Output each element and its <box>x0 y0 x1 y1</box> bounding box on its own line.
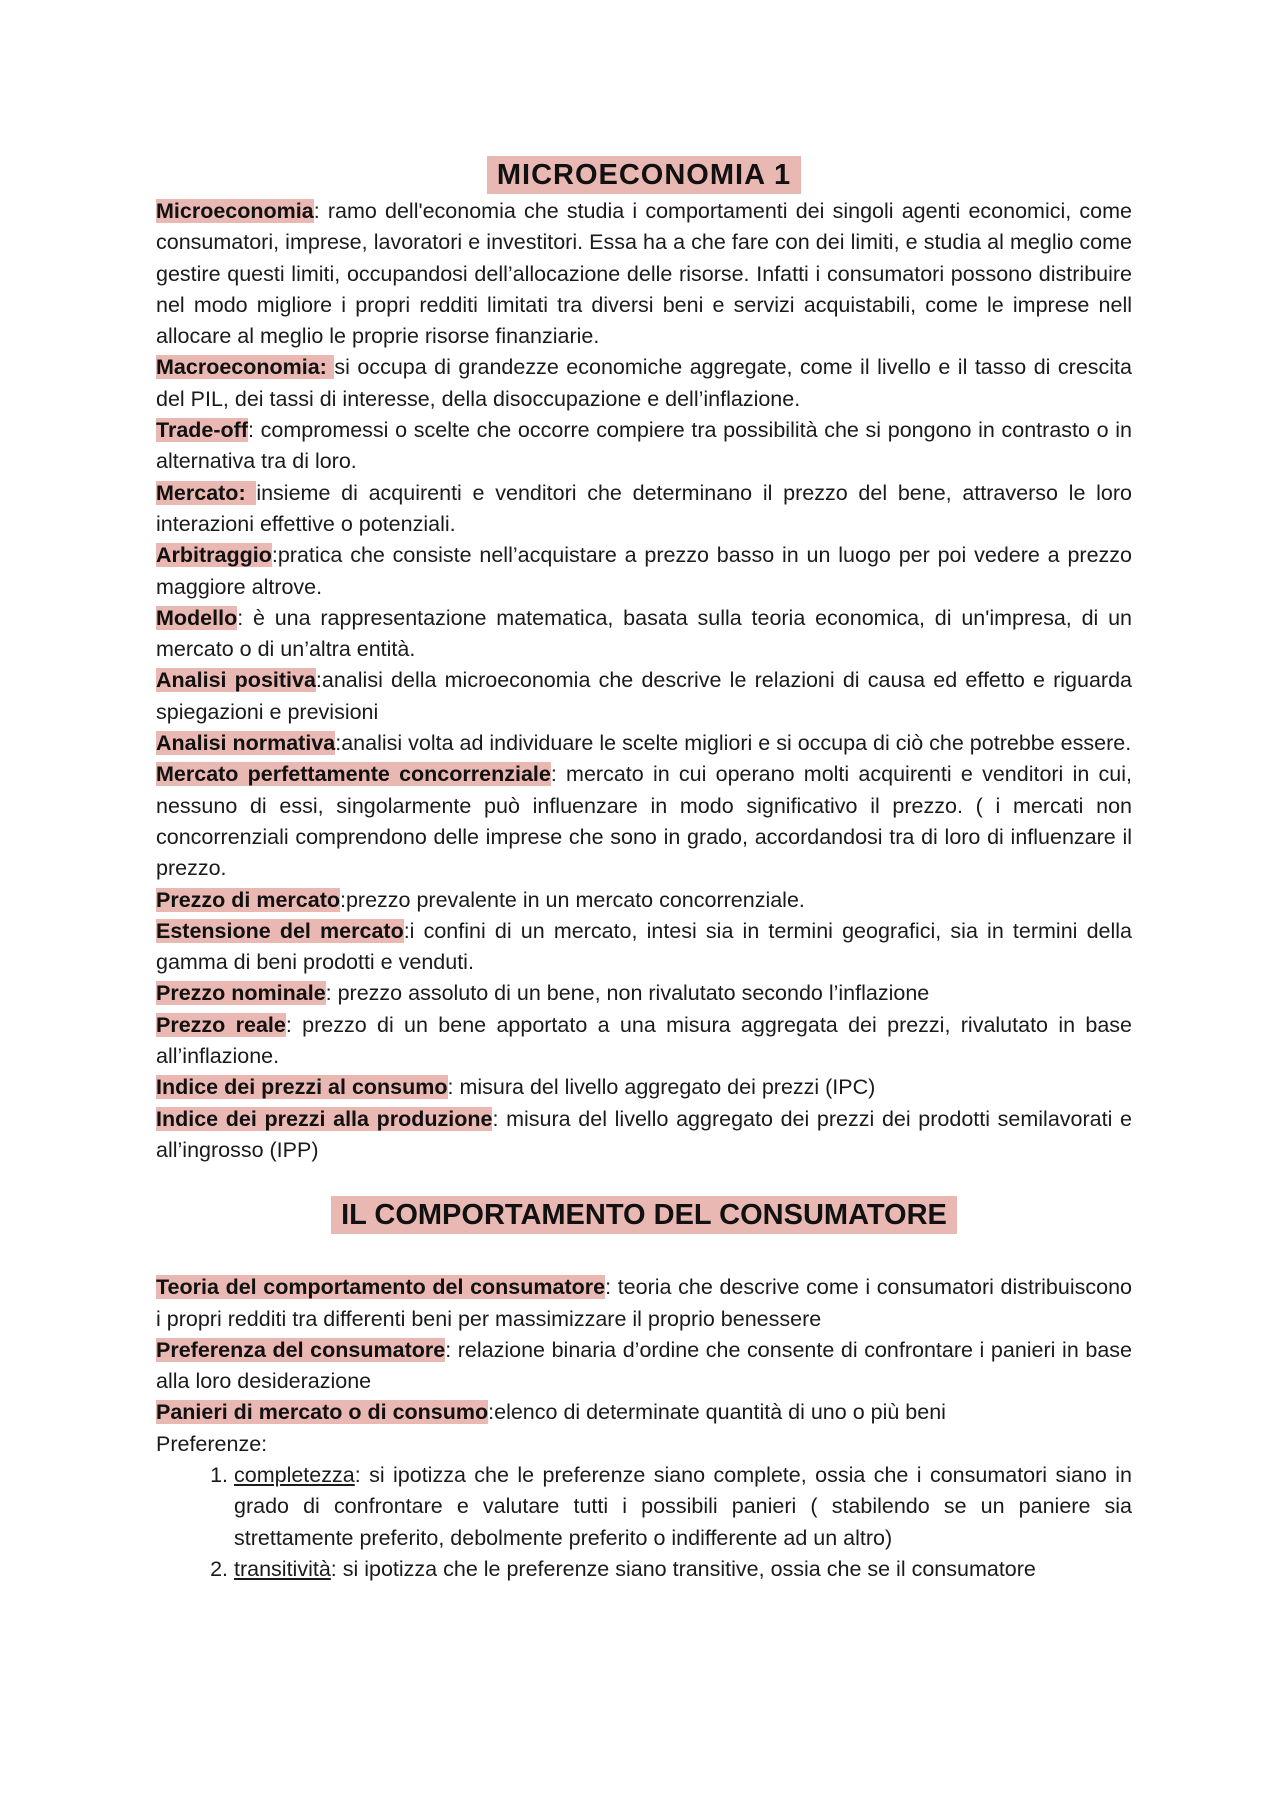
list-item <box>234 1460 1132 1554</box>
definition-text: : relazione binaria d’ordine che consente di confrontare i panieri in base alla loro desiderazione <box>156 1337 1132 1394</box>
definition-term: Prezzo di mercato <box>156 887 340 912</box>
definition-term: Mercato: <box>156 480 257 505</box>
preferences-list <box>156 1460 1132 1585</box>
definition-term: Teoria del comportamento del consumatore <box>156 1275 606 1300</box>
section-title-wrap <box>156 1196 1132 1236</box>
definition-term: Analisi normativa <box>156 731 336 756</box>
title-wrap <box>156 156 1132 196</box>
definition-paragraph <box>156 415 1132 478</box>
definition-text: : è una rappresentazione matematica, basata sulla teoria economica, di un'impresa, di un mercato o di un’altra entità. <box>156 605 1132 662</box>
definitions-section-2 <box>156 1272 1132 1428</box>
definition-paragraph <box>156 728 1132 759</box>
definition-term: Estensione del mercato <box>156 918 404 943</box>
definition-paragraph <box>156 196 1132 352</box>
definition-paragraph <box>156 759 1132 884</box>
definition-term: Modello <box>156 605 238 630</box>
definition-term: Trade-off <box>156 418 248 443</box>
definition-paragraph <box>156 1072 1132 1103</box>
list-item-text: : si ipotizza che le preferenze siano complete, ossia che i consumatori siano in grado di confrontare e valutare tutti i possibili panieri ( stabilendo se un paniere sia strettamente preferito, debolmente preferito o indifferente ad un altro) <box>234 1462 1132 1550</box>
definition-term: Indice dei prezzi al consumo <box>156 1075 448 1100</box>
list-item-term: transitività <box>234 1556 331 1581</box>
definition-text: :prezzo prevalente in un mercato concorrenziale. <box>340 887 805 912</box>
definition-paragraph <box>156 1104 1132 1167</box>
definition-paragraph <box>156 916 1132 979</box>
definition-text: : misura del livello aggregato dei prezzi dei prodotti semilavorati e all’ingrosso (IPP) <box>156 1106 1132 1162</box>
definition-paragraph <box>156 540 1132 603</box>
definition-text: : prezzo di un bene apportato a una misura aggregata dei prezzi, rivalutato in base all’inflazione. <box>156 1012 1133 1069</box>
definition-text: insieme di acquirenti e venditori che determinano il prezzo del bene, attraverso le loro interazioni effettive o potenziali. <box>156 480 1132 536</box>
definition-term: Prezzo nominale <box>156 981 326 1006</box>
definition-text: :i confini di un mercato, intesi sia in termini geografici, sia in termini della gamma di beni prodotti e venduti. <box>156 918 1132 975</box>
definition-term: Preferenza del consumatore <box>156 1337 446 1362</box>
definition-text: : misura del livello aggregato dei prezzi (IPC) <box>447 1075 876 1100</box>
definition-term: Microeconomia <box>156 199 314 223</box>
definition-paragraph <box>156 1010 1132 1073</box>
definition-text: : compromessi o scelte che occorre compiere tra possibilità che si pongono in contrasto o in alternativa tra di loro. <box>156 418 1132 474</box>
definition-term: Mercato perfettamente concorrenziale <box>156 762 551 787</box>
definition-text: : ramo dell'economia che studia i comportamenti dei singoli agenti economici, come consumatori, imprese, lavoratori e investitori. Essa ha a che fare con dei limiti, e studia al meglio come gestire questi limiti, occupandosi dell’allocazione delle risorse. Infatti i consumatori possono distribuire nel modo migliore i propri redditi limitati tra diversi beni e servizi acquistabili, come le imprese nell allocare al meglio le proprie risorse finanziarie. <box>156 199 1132 349</box>
preferences-label: Preferenze: <box>156 1431 268 1456</box>
list-item-term: completezza <box>234 1462 355 1487</box>
definition-paragraph <box>156 1272 1132 1335</box>
definition-text: :analisi volta ad individuare le scelte migliori e si occupa di ciò che potrebbe essere. <box>335 731 1132 756</box>
definition-term: Arbitraggio <box>156 543 272 568</box>
section-title: IL COMPORTAMENTO DEL CONSUMATORE <box>331 1196 957 1234</box>
definition-text: si occupa di grandezze economiche aggregate, come il livello e il tasso di crescita del PIL, dei tassi di interesse, della disoccupazione e dell’inflazione. <box>156 355 1132 411</box>
definition-text: :elenco di determinate quantità di uno o più beni <box>488 1400 946 1425</box>
definition-paragraph <box>156 885 1132 916</box>
definition-paragraph <box>156 978 1132 1009</box>
definition-text: :analisi della microeconomia che descrive le relazioni di causa ed effetto e riguarda spiegazioni e previsioni <box>156 668 1132 724</box>
definition-paragraph <box>156 1397 1132 1428</box>
definition-text: : mercato in cui operano molti acquirenti e venditori in cui, nessuno di essi, singolarmente può influenzare in modo significativo il prezzo. ( i mercati non concorrenziali comprendono delle imprese che sono in grado, accordandosi tra di loro di influenzare il prezzo. <box>156 762 1132 881</box>
document-page <box>156 150 1132 1585</box>
definition-term: Indice dei prezzi alla produzione <box>156 1106 493 1131</box>
definition-paragraph <box>156 352 1132 415</box>
page-title: MICROECONOMIA 1 <box>487 156 801 194</box>
definition-term: Analisi positiva <box>156 668 316 693</box>
definition-paragraph <box>156 478 1132 541</box>
definition-text: : teoria che descrive come i consumatori distribuiscono i propri redditi tra differenti beni per massimizzare il proprio benessere <box>156 1275 1132 1331</box>
definition-paragraph <box>156 1335 1132 1398</box>
definition-text: :pratica che consiste nell’acquistare a prezzo basso in un luogo per poi vedere a prezzo maggiore altrove. <box>156 543 1132 599</box>
definition-term: Macroeconomia: <box>156 355 335 380</box>
list-item <box>234 1554 1132 1585</box>
definition-term: Prezzo reale <box>156 1012 286 1037</box>
list-item-text: : si ipotizza che le preferenze siano transitive, ossia che se il consumatore <box>330 1556 1036 1581</box>
definition-paragraph <box>156 665 1132 728</box>
definition-paragraph <box>156 603 1132 666</box>
definitions-section-1 <box>156 196 1132 1166</box>
definition-text: : prezzo assoluto di un bene, non rivalutato secondo l’inflazione <box>325 981 930 1006</box>
definition-term: Panieri di mercato o di consumo <box>156 1400 489 1425</box>
